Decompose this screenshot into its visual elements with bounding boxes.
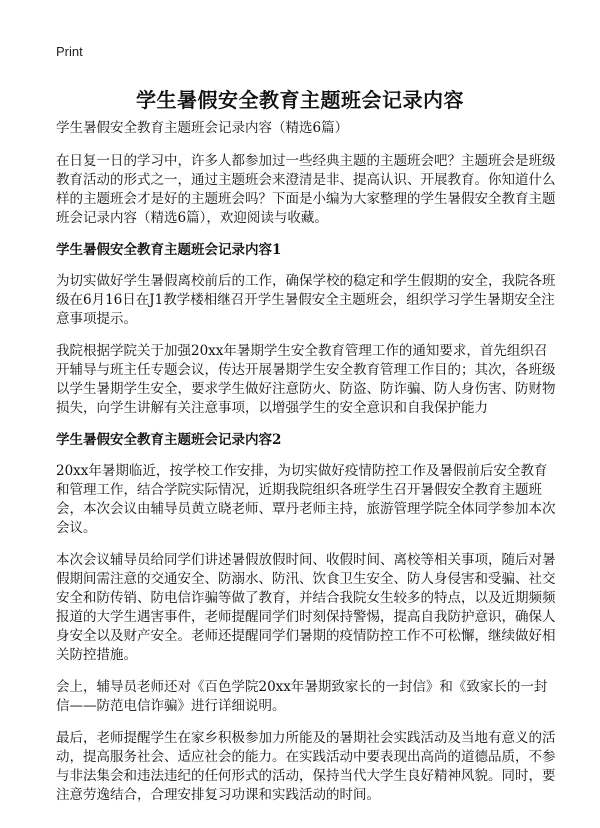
intro-paragraph: 在日复一日的学习中，许多人都参加过一些经典主题的主题班会吧？主题班会是班级教育活动的形式之一，通过主题班会来澄清是非、提高认识、开展教育。你知道什么样的主题班会才是好的主题班会吗？下面是小编为大家整理的学生暑假安全教育主题班会记录内容（精选6篇），欢迎阅读与收藏。 xyxy=(56,153,556,226)
document-body xyxy=(56,119,556,818)
section-paragraph: 我院根据学院关于加强20xx年暑期学生安全教育管理工作的通知要求，首先组织召开辅导与班主任专题会议，传达开展暑期学生安全教育管理工作目的；其次，各班级以学生暑期学生安全，要求学生做好注意防火、防盗、防诈骗、防人身伤害、防财物损失，向学生讲解有关注意事项，以增强学生的安全意识和自我保护能力 xyxy=(56,343,556,416)
document-subtitle: 学生暑假安全教育主题班会记录内容（精选6篇） xyxy=(56,120,349,136)
section-heading: 学生暑假安全教育主题班会记录内容2 xyxy=(56,432,282,448)
page-title: 学生暑假安全教育主题班会记录内容 xyxy=(136,88,464,112)
section-paragraph: 会上，辅导员老师还对《百色学院20xx年暑期致家长的一封信》和《致家长的一封信——防范电信诈骗》进行详细说明。 xyxy=(56,679,548,714)
print-link[interactable]: Print xyxy=(56,44,83,59)
section-paragraph: 本次会议辅导员给同学们讲述暑假放假时间、收假时间、离校等相关事项，随后对暑假期间需注意的交通安全、防溺水、防汛、饮食卫生安全、防人身侵害和受骗、社交安全和防传销、防电信诈骗等做了教育，并结合我院女生较多的特点，以及近期频频报道的大学生遇害事件，老师提醒同学们时刻保持警惕，提高自我防护意识，确保人身安全以及财产安全。老师还提醒同学们暑期的疫情防控工作不可松懈，继续做好相关防控措施。 xyxy=(56,552,556,663)
section-paragraph: 20xx年暑期临近，按学校工作安排，为切实做好疫情防控工作及暑假前后安全教育和管理工作，结合学院实际情况，近期我院组织各班学生召开暑假安全教育主题班会，本次会议由辅导员黄立晓老师、覃丹老师主持，旅游管理学院全体同学参加本次会议。 xyxy=(56,463,556,536)
section-heading: 学生暑假安全教育主题班会记录内容1 xyxy=(56,242,282,258)
section-paragraph: 为切实做好学生暑假离校前后的工作，确保学校的稳定和学生假期的安全，我院各班级在6月16日在J1教学楼相继召开学生暑假安全主题班会，组织学习学生暑期安全注意事项提示。 xyxy=(56,273,556,327)
section-paragraph: 最后，老师提醒学生在家乡积极参加力所能及的暑期社会实践活动及当地有意义的活动，提高服务社会、适应社会的能力。在实践活动中要表现出高尚的道德品质，不参与非法集会和违法违纪的任何形式的活动，保持当代大学生良好精神风貌。同时，要注意劳逸结合，合理安排复习功课和实践活动的时间。 xyxy=(56,730,556,803)
